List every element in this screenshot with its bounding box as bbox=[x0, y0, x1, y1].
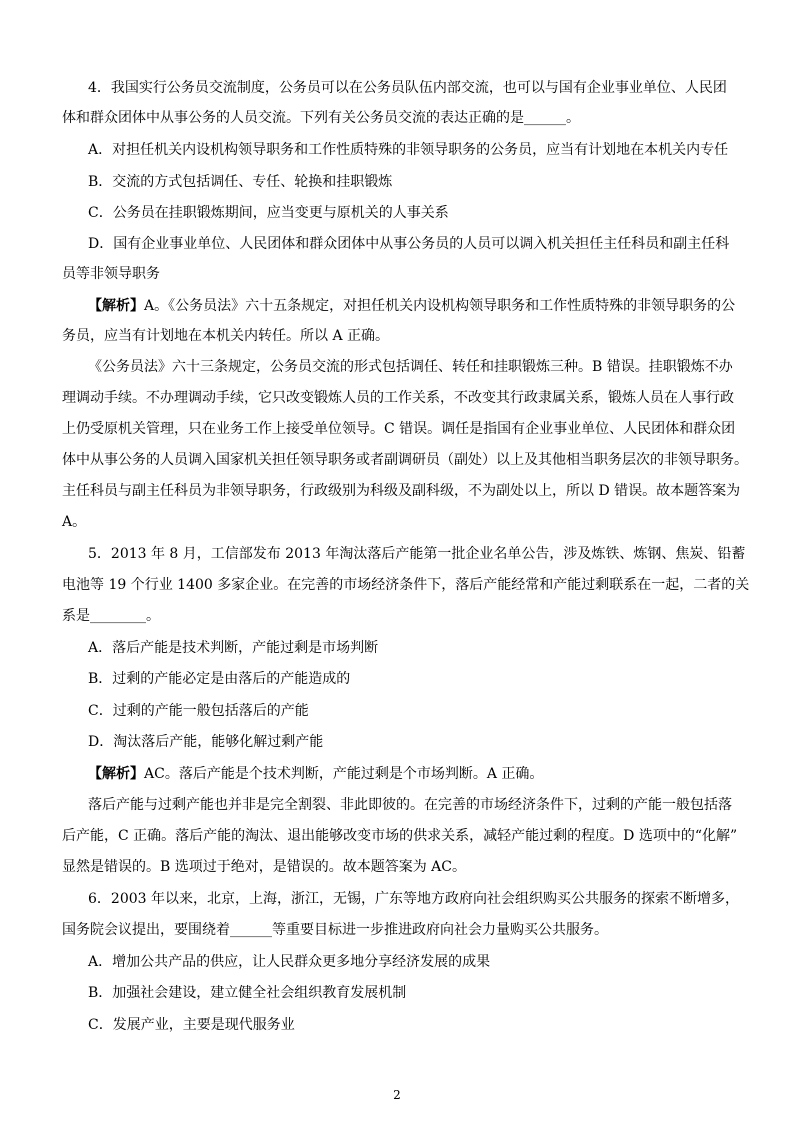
q4-option-d-line-1: D．国有企业事业单位、人民团体和群众团体中从事公务员的人员可以调入机关担任主任科员和副主任科 bbox=[88, 236, 730, 252]
q4-option-a: A．对担任机关内设机构领导职务和工作性质特殊的非领导职务的公务员，应当有计划地在本机关内专任 bbox=[88, 142, 729, 158]
q4-analysis-p2-line-4: 体中从事公务的人员调入国家机关担任领导职务或者副调研员（副处）以上及其他相当职务层次的非领导职务。 bbox=[62, 452, 748, 468]
q4-option-d-line-2: 员等非领导职务 bbox=[62, 266, 160, 282]
q6-option-b: B．加强社会建设，建立健全社会组织教育发展机制 bbox=[88, 985, 407, 1001]
q5-analysis-p2-line-2: 后产能，C 正确。落后产能的淘汰、退出能够改变市场的供求关系，减轻产能过剩的程度。D 选项中的“化解” bbox=[62, 828, 738, 844]
q4-option-b: B．交流的方式包括调任、专任、轮换和挂职锻炼 bbox=[88, 174, 393, 190]
q4-analysis-text: A。《公务员法》六十五条规定，对担任机关内设机构领导职务和工作性质特殊的非领导职务的公 bbox=[144, 298, 736, 314]
q5-stem-line-2: 电池等 19 个行业 1400 多家企业。在完善的市场经济条件下，落后产能经常和产能过剩联系在一起，二者的关 bbox=[62, 577, 750, 593]
page-number: 2 bbox=[393, 1088, 401, 1102]
q5-option-d: D．淘汰落后产能，能够化解过剩产能 bbox=[88, 734, 324, 750]
q6-option-a: A．增加公共产品的供应，让人民群众更多地分享经济发展的成果 bbox=[88, 954, 491, 970]
q5-analysis-p2-line-1: 落后产能与过剩产能也并非是完全割裂、非此即彼的。在完善的市场经济条件下，过剩的产能一般包括落 bbox=[88, 797, 732, 813]
q4-analysis-p2-line-6: A。 bbox=[62, 514, 87, 530]
q4-analysis-p2-line-1: 《公务员法》六十三条规定，公务员交流的形式包括调任、转任和挂职锻炼三种。B 错误。挂职锻炼不办 bbox=[88, 359, 733, 375]
q4-analysis-p2-line-5: 主任科员与副主任科员为非领导职务，行政级别为科级及副科级，不为副处以上，所以 D 错误。故本题答案为 bbox=[62, 483, 741, 499]
analysis-tag: 【解析】 bbox=[88, 766, 144, 782]
q5-stem-line-3: 系是________。 bbox=[62, 608, 160, 624]
q5-stem-line-1: 5．2013 年 8 月，工信部发布 2013 年淘汰落后产能第一批企业名单公告，涉及炼铁、炼钢、焦炭、铅蓄 bbox=[88, 546, 746, 562]
q6-option-c: C．发展产业，主要是现代服务业 bbox=[88, 1017, 295, 1033]
q4-analysis-p2-line-3: 上仍受原机关管理，只在业务工作上接受单位领导。C 错误。调任是指国有企业事业单位、人民团体和群众团 bbox=[62, 421, 736, 437]
q6-stem-line-1: 6．2003 年以来，北京，上海，浙江，无锡，广东等地方政府向社会组织购买公共服务的探索不断增多， bbox=[88, 891, 739, 907]
q5-analysis-line-1 bbox=[88, 764, 543, 784]
q5-option-a: A．落后产能是技术判断，产能过剩是市场判断 bbox=[88, 640, 379, 656]
q5-analysis-p2-line-3: 显然是错误的。B 选项过于绝对，是错误的。故本题答案为 AC。 bbox=[62, 859, 467, 875]
q6-stem-line-2: 国务院会议提出，要围绕着______等重要目标进一步推进政府向社会力量购买公共服务。 bbox=[62, 922, 608, 938]
q5-analysis-text: AC。落后产能是个技术判断，产能过剩是个市场判断。A 正确。 bbox=[144, 766, 544, 782]
q4-analysis-p2-line-2: 理调动手续。不办理调动手续，它只改变锻炼人员的工作关系，不改变其行政隶属关系，锻炼人员在人事行政 bbox=[62, 390, 734, 406]
q4-stem-line-2: 体和群众团体中从事公务的人员交流。下列有关公务员交流的表达正确的是______。 bbox=[62, 110, 580, 126]
q4-option-c: C．公务员在挂职锻炼期间，应当变更与原机关的人事关系 bbox=[88, 205, 449, 221]
analysis-tag: 【解析】 bbox=[88, 298, 144, 314]
q4-analysis-line-2: 务员，应当有计划地在本机关内转任。所以 A 正确。 bbox=[62, 328, 390, 344]
q5-option-c: C．过剩的产能一般包括落后的产能 bbox=[88, 703, 309, 719]
q4-analysis-line-1 bbox=[88, 296, 735, 316]
q5-option-b: B．过剩的产能必定是由落后的产能造成的 bbox=[88, 671, 351, 687]
q4-stem-line-1: 4．我国实行公务员交流制度，公务员可以在公务员队伍内部交流，也可以与国有企业事业单位、人民团 bbox=[88, 80, 727, 96]
